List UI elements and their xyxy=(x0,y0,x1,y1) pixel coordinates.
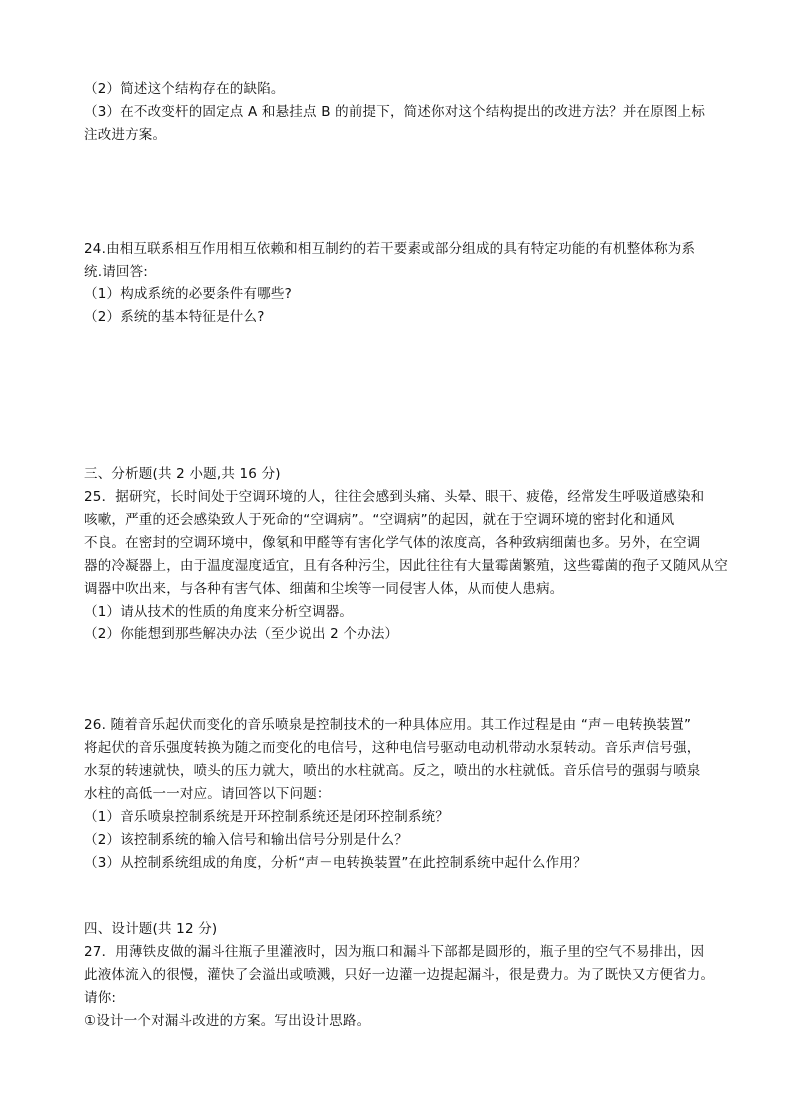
q27-sub1: ①设计一个对漏斗改进的方案。写出设计思路。 xyxy=(84,1013,371,1029)
q27-line2: 此液体流入的很慢，灌快了会溢出或喷溅，只好一边灌一边提起漏斗，很是费力。为了既快又方便省力。 xyxy=(84,967,715,983)
q25-line5: 调器中吹出来，与各种有害气体、细菌和尘埃等一同侵害人体，从而使人患病。 xyxy=(84,581,564,597)
q25-line1: 25．据研究，长时间处于空调环境的人，往往会感到头痛、头晕、眼干、疲倦，经常发生呼吸道感染和 xyxy=(84,489,705,505)
q24-sub1: （1）构成系统的必要条件有哪些? xyxy=(84,286,292,302)
q26-sub1: （1）音乐喷泉控制系统是开环控制系统还是闭环控制系统？ xyxy=(84,809,449,825)
q26-line4: 水柱的高低一一对应。请回答以下问题： xyxy=(84,786,331,802)
q26-line1: 26. 随着音乐起伏而变化的音乐喷泉是控制技术的一种具体应用。其工作过程是由 “声－电转换装置” xyxy=(84,717,692,733)
q26-line2: 将起伏的音乐强度转换为随之而变化的电信号，这种电信号驱动电动机带动水泵转动。音乐声信号强， xyxy=(84,740,701,756)
q24-stem-line2: 统.请回答: xyxy=(84,264,149,280)
q25-sub1: （1）请从技术的性质的角度来分析空调器。 xyxy=(84,604,354,620)
q24-stem-line1: 24.由相互联系相互作用相互依赖和相互制约的若干要素或部分组成的具有特定功能的有机整体称为系 xyxy=(84,241,696,257)
q26-line3: 水泵的转速就快，喷头的压力就大，喷出的水柱就高。反之，喷出的水柱就低。音乐信号的强弱与喷泉 xyxy=(84,763,701,779)
q23-sub3-line2: 注改进方案。 xyxy=(84,127,167,143)
q25-line2: 咳嗽，严重的还会感染致人于死命的“空调病”。“空调病”的起因，就在于空调环境的密封化和通风 xyxy=(84,512,675,528)
q25-line3: 不良。在密封的空调环境中，像氡和甲醛等有害化学气体的浓度高，各种致病细菌也多。另外，在空调 xyxy=(84,535,701,551)
q26-sub3: （3）从控制系统组成的角度，分析“声－电转换装置”在此控制系统中起什么作用？ xyxy=(84,855,587,871)
section4-heading: 四、设计题(共 12 分) xyxy=(84,921,218,937)
q27-line1: 27．用薄铁皮做的漏斗往瓶子里灌液时，因为瓶口和漏斗下部都是圆形的，瓶子里的空气不易排出，因 xyxy=(84,944,705,960)
q23-sub2: （2）简述这个结构存在的缺陷。 xyxy=(84,81,285,97)
q26-sub2: （2）该控制系统的输入信号和输出信号分别是什么？ xyxy=(84,832,408,848)
section3-heading: 三、分析题(共 2 小题,共 16 分) xyxy=(84,466,281,482)
q25-line4: 器的冷凝器上，由于温度湿度适宜，且有各种污尘，因此往往有大量霉菌繁殖，这些霉菌的孢子又随风从空 xyxy=(84,558,728,574)
q25-sub2: （2）你能想到那些解决办法（至少说出 2 个办法） xyxy=(84,626,399,642)
q27-line3: 请你: xyxy=(84,990,117,1006)
q24-sub2: （2）系统的基本特征是什么? xyxy=(84,309,265,325)
q23-sub3-line1: （3）在不改变杆的固定点 A 和悬挂点 B 的前提下，简述你对这个结构提出的改进方法？并在原图上标 xyxy=(84,104,706,120)
